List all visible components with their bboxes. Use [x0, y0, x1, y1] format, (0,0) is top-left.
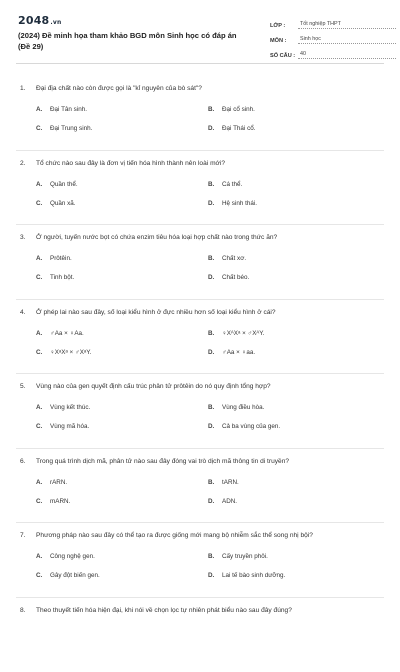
meta-count-label: SỐ CÂU : — [270, 53, 298, 59]
answer-option[interactable] — [208, 348, 380, 357]
option-letter: B. — [208, 329, 222, 338]
option-letter: D. — [208, 199, 222, 208]
meta-count — [270, 44, 396, 59]
option-letter: D. — [208, 273, 222, 282]
answer-option[interactable] — [208, 180, 380, 189]
answer-option[interactable] — [36, 199, 208, 208]
meta-class-label: LỚP : — [270, 23, 298, 29]
exam-header — [16, 0, 384, 64]
option-letter: A. — [36, 180, 50, 189]
option-text: Chất béo. — [222, 273, 380, 282]
question-stem — [20, 531, 384, 540]
question-text: Đại địa chất nào còn được gọi là "kỉ nguyên của bò sát"? — [36, 84, 384, 93]
question-text: Theo thuyết tiến hóa hiện đại, khi nói về chọn lọc tự nhiên phát biểu nào sau đây đúng? — [36, 606, 384, 615]
answer-option[interactable] — [208, 403, 380, 412]
answer-options — [20, 105, 384, 133]
question-text: Ở người, tuyến nước bọt có chứa enzim tiêu hóa loại hợp chất nào trong thức ăn? — [36, 233, 384, 242]
question-item — [16, 300, 384, 375]
option-text: tARN. — [222, 478, 380, 487]
option-letter: A. — [36, 105, 50, 114]
option-text: Công nghệ gen. — [50, 552, 208, 561]
option-text: Gây đột biến gen. — [50, 571, 208, 580]
question-number: 3. — [20, 233, 36, 242]
option-letter: A. — [36, 254, 50, 263]
answer-option[interactable] — [208, 273, 380, 282]
exam-meta — [270, 14, 396, 59]
option-letter: D. — [208, 348, 222, 357]
answer-option[interactable] — [208, 571, 380, 580]
answer-option[interactable] — [36, 571, 208, 580]
option-letter: C. — [36, 348, 50, 357]
meta-class — [270, 14, 396, 29]
answer-option[interactable] — [208, 199, 380, 208]
option-letter: B. — [208, 403, 222, 412]
option-letter: B. — [208, 254, 222, 263]
answer-options — [20, 403, 384, 431]
option-letter: A. — [36, 403, 50, 412]
question-item — [16, 151, 384, 226]
option-text: Cấy truyền phôi. — [222, 552, 380, 561]
option-letter: B. — [208, 478, 222, 487]
option-letter: C. — [36, 273, 50, 282]
meta-subject-value: Sinh học — [298, 36, 396, 44]
answer-options — [20, 254, 384, 282]
answer-options — [20, 552, 384, 580]
question-item — [16, 225, 384, 300]
option-letter: D. — [208, 571, 222, 580]
option-text: Prôtêin. — [50, 254, 208, 263]
answer-option[interactable] — [208, 478, 380, 487]
option-letter: D. — [208, 497, 222, 506]
question-item — [16, 76, 384, 151]
question-stem — [20, 159, 384, 168]
option-text: ♂Aa × ♀Aa. — [50, 329, 208, 338]
answer-options — [20, 478, 384, 506]
option-letter: C. — [36, 199, 50, 208]
question-item — [16, 523, 384, 598]
option-text: Vùng kết thúc. — [50, 403, 208, 412]
meta-subject — [270, 29, 396, 44]
question-number: 8. — [20, 606, 36, 615]
question-item — [16, 598, 384, 672]
answer-option[interactable] — [36, 124, 208, 133]
meta-class-value: Tốt nghiệp THPT — [298, 21, 396, 29]
question-text: Vùng nào của gen quyết định cấu trúc phân tử prôtêin do nó quy định tổng hợp? — [36, 382, 384, 391]
answer-option[interactable] — [36, 105, 208, 114]
question-stem — [20, 457, 384, 466]
option-text: Chất xơ. — [222, 254, 380, 263]
answer-option[interactable] — [208, 329, 380, 338]
brand-logo[interactable] — [18, 14, 61, 27]
option-text: Quần thể. — [50, 180, 208, 189]
option-letter: D. — [208, 422, 222, 431]
option-letter: D. — [208, 124, 222, 133]
option-letter: B. — [208, 552, 222, 561]
question-stem — [20, 233, 384, 242]
exam-title: (2024) Đề minh họa tham khảo BGD môn Sinh học có đáp án (Đề 29) — [18, 30, 246, 52]
question-text: Ở phép lai nào sau đây, số loại kiểu hình ở đực nhiều hơn số loại kiểu hình ở cái? — [36, 308, 384, 317]
option-text: ♀XᴬXᵃ × ♂XᴬY. — [222, 329, 380, 338]
answer-option[interactable] — [208, 105, 380, 114]
answer-option[interactable] — [36, 552, 208, 561]
question-stem — [20, 606, 384, 615]
answer-option[interactable] — [208, 254, 380, 263]
answer-option[interactable] — [208, 422, 380, 431]
option-text: mARN. — [50, 497, 208, 506]
question-stem — [20, 308, 384, 317]
option-text: ♂Aa × ♀aa. — [222, 348, 380, 357]
question-number: 4. — [20, 308, 36, 317]
option-letter: B. — [208, 105, 222, 114]
option-text: Vùng mã hóa. — [50, 422, 208, 431]
option-letter: C. — [36, 124, 50, 133]
answer-option[interactable] — [36, 273, 208, 282]
option-letter: C. — [36, 571, 50, 580]
question-stem — [20, 84, 384, 93]
question-number: 6. — [20, 457, 36, 466]
answer-option[interactable] — [36, 497, 208, 506]
answer-option[interactable] — [36, 403, 208, 412]
option-text: Đại Trung sinh. — [50, 124, 208, 133]
question-number: 5. — [20, 382, 36, 391]
option-text: Lai tế bào sinh dưỡng. — [222, 571, 380, 580]
question-text: Trong quá trình dịch mã, phân tử nào sau đây đóng vai trò dịch mã thông tin di truyền? — [36, 457, 384, 466]
option-text: Quần xã. — [50, 199, 208, 208]
option-text: Vùng điều hòa. — [222, 403, 380, 412]
option-letter: B. — [208, 180, 222, 189]
option-text: Hệ sinh thái. — [222, 199, 380, 208]
option-text: Tinh bột. — [50, 273, 208, 282]
option-text: Cả ba vùng của gen. — [222, 422, 380, 431]
question-number: 2. — [20, 159, 36, 168]
answer-option[interactable] — [208, 552, 380, 561]
option-text: Cá thể. — [222, 180, 380, 189]
answer-option[interactable] — [208, 497, 380, 506]
answer-options — [20, 329, 384, 357]
meta-subject-label: MÔN : — [270, 38, 298, 44]
question-stem — [20, 382, 384, 391]
meta-count-value: 40 — [298, 51, 396, 59]
option-text: rARN. — [50, 478, 208, 487]
question-list — [16, 64, 384, 672]
answer-option[interactable] — [36, 180, 208, 189]
question-number: 7. — [20, 531, 36, 540]
option-text: Đại cổ sinh. — [222, 105, 380, 114]
option-text: Đại Thái cổ. — [222, 124, 380, 133]
option-letter: C. — [36, 422, 50, 431]
question-item — [16, 449, 384, 524]
option-letter: A. — [36, 329, 50, 338]
answer-option[interactable] — [36, 422, 208, 431]
answer-options — [20, 180, 384, 208]
answer-option[interactable] — [36, 478, 208, 487]
option-text: ADN. — [222, 497, 380, 506]
question-text: Phương pháp nào sau đây có thể tạo ra được giống mới mang bộ nhiễm sắc thể song nhị bội? — [36, 531, 384, 540]
answer-option[interactable] — [36, 348, 208, 357]
brand-name: 2048 — [18, 14, 49, 27]
option-text: ♀XᵃXᵃ × ♂XᵃY. — [50, 348, 208, 357]
answer-option[interactable] — [36, 329, 208, 338]
brand-suffix: .vn — [50, 19, 61, 26]
question-item — [16, 374, 384, 449]
answer-option[interactable] — [208, 124, 380, 133]
option-letter: C. — [36, 497, 50, 506]
question-text: Tổ chức nào sau đây là đơn vị tiến hóa hình thành nên loài mới? — [36, 159, 384, 168]
option-letter: A. — [36, 478, 50, 487]
answer-option[interactable] — [36, 254, 208, 263]
option-letter: A. — [36, 552, 50, 561]
question-number: 1. — [20, 84, 36, 93]
option-text: Đại Tân sinh. — [50, 105, 208, 114]
